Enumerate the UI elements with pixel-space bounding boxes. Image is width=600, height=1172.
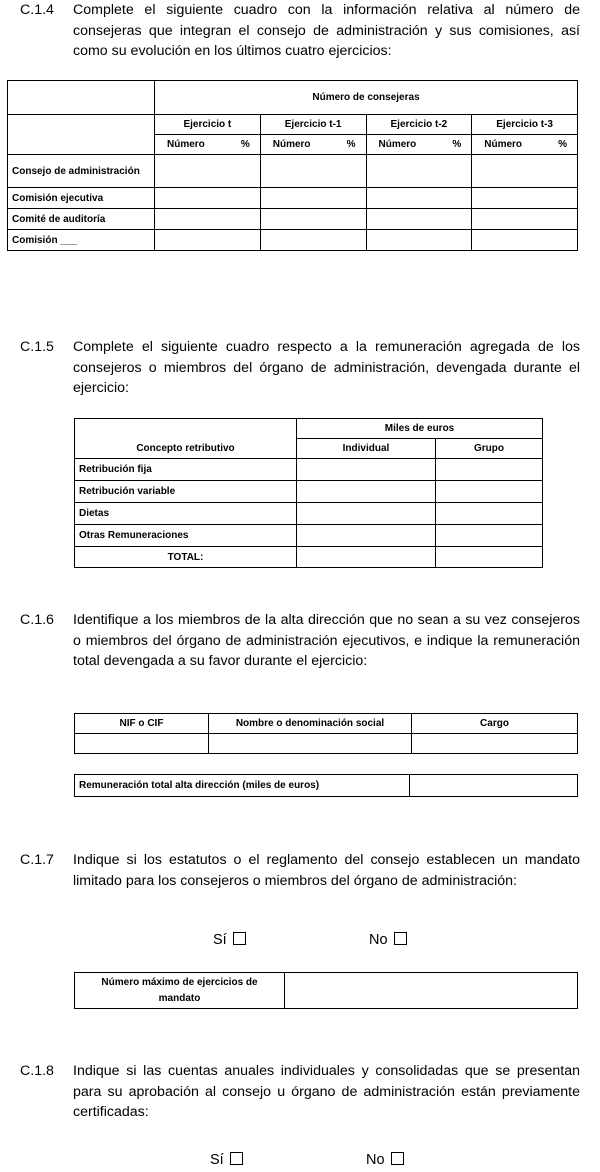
year-header: Ejercicio t bbox=[155, 115, 261, 135]
row-label: Dietas bbox=[75, 503, 297, 525]
table-remuneracion-alta-direccion bbox=[74, 774, 578, 797]
section-text: Complete el siguiente cuadro con la información relativa al número de consejeras que integran el consejo de administración y sus comisiones, así como su evolución en los últimos cuatro ejercicios: bbox=[73, 2, 580, 59]
year-header: Ejercicio t-2 bbox=[366, 115, 472, 135]
col-individual: Individual bbox=[297, 439, 436, 459]
section-text: Indique si las cuentas anuales individuales y consolidadas que se presentan para su aprobación al consejo u órgano de administración están previamente certificadas: bbox=[73, 1063, 580, 1120]
section-number: C.1.8 bbox=[20, 1063, 54, 1079]
no-checkbox[interactable] bbox=[391, 1152, 404, 1165]
group-header: Número de consejeras bbox=[155, 81, 578, 115]
row-label: Comisión ___ bbox=[8, 230, 155, 251]
concept-header: Concepto retributivo bbox=[75, 439, 297, 459]
no-option[interactable]: No bbox=[369, 932, 407, 948]
section-c16 bbox=[20, 610, 580, 672]
yes-option[interactable]: Sí bbox=[213, 932, 246, 948]
section-c14 bbox=[20, 0, 580, 62]
yes-option[interactable]: Sí bbox=[210, 1152, 243, 1168]
section-c15 bbox=[20, 337, 580, 399]
total-label: TOTAL: bbox=[75, 547, 297, 568]
table-remuneracion bbox=[74, 418, 543, 568]
no-checkbox[interactable] bbox=[394, 932, 407, 945]
row-label: Consejo de administración bbox=[8, 155, 155, 188]
row-label: Otras Remuneraciones bbox=[75, 525, 297, 547]
sub-header: Número % bbox=[472, 135, 578, 155]
group-header: Miles de euros bbox=[297, 419, 543, 439]
section-c17 bbox=[20, 850, 580, 891]
section-text: Indique si los estatutos o el reglamento del consejo establecen un mandato limitado para los consejeros o miembros del órgano de administración: bbox=[73, 852, 580, 889]
col-header: Cargo bbox=[412, 714, 578, 734]
row-label: Comisión ejecutiva bbox=[8, 188, 155, 209]
max-mandato-label: Número máximo de ejercicios de mandato bbox=[75, 973, 285, 1009]
col-grupo: Grupo bbox=[436, 439, 543, 459]
row-label: Comité de auditoría bbox=[8, 209, 155, 230]
no-option[interactable]: No bbox=[366, 1152, 404, 1168]
sub-header: Número % bbox=[155, 135, 261, 155]
total-label: Remuneración total alta dirección (miles de euros) bbox=[75, 775, 410, 797]
table-alta-direccion bbox=[74, 713, 578, 754]
row-label: Retribución fija bbox=[75, 459, 297, 481]
yes-checkbox[interactable] bbox=[233, 932, 246, 945]
col-header: Nombre o denominación social bbox=[209, 714, 412, 734]
section-number: C.1.4 bbox=[20, 2, 54, 18]
section-text: Identifique a los miembros de la alta dirección que no sean a su vez consejeros o miembros del órgano de administración ejecutivos, e indique la remuneración total devengada a su favor durante el ejercicio: bbox=[73, 612, 580, 669]
section-c18 bbox=[20, 1061, 580, 1123]
table-consejeras bbox=[7, 80, 578, 251]
year-header: Ejercicio t-3 bbox=[472, 115, 578, 135]
section-text: Complete el siguiente cuadro respecto a la remuneración agregada de los consejeros o miembros del órgano de administración, devengada durante el ejercicio: bbox=[73, 339, 580, 396]
section-number: C.1.6 bbox=[20, 612, 54, 628]
sub-header: Número % bbox=[366, 135, 472, 155]
row-label: Retribución variable bbox=[75, 481, 297, 503]
year-header: Ejercicio t-1 bbox=[260, 115, 366, 135]
col-header: NIF o CIF bbox=[75, 714, 209, 734]
table-mandato bbox=[74, 972, 578, 1009]
section-number: C.1.7 bbox=[20, 852, 54, 868]
yes-checkbox[interactable] bbox=[230, 1152, 243, 1165]
section-number: C.1.5 bbox=[20, 339, 54, 355]
sub-header: Número % bbox=[260, 135, 366, 155]
